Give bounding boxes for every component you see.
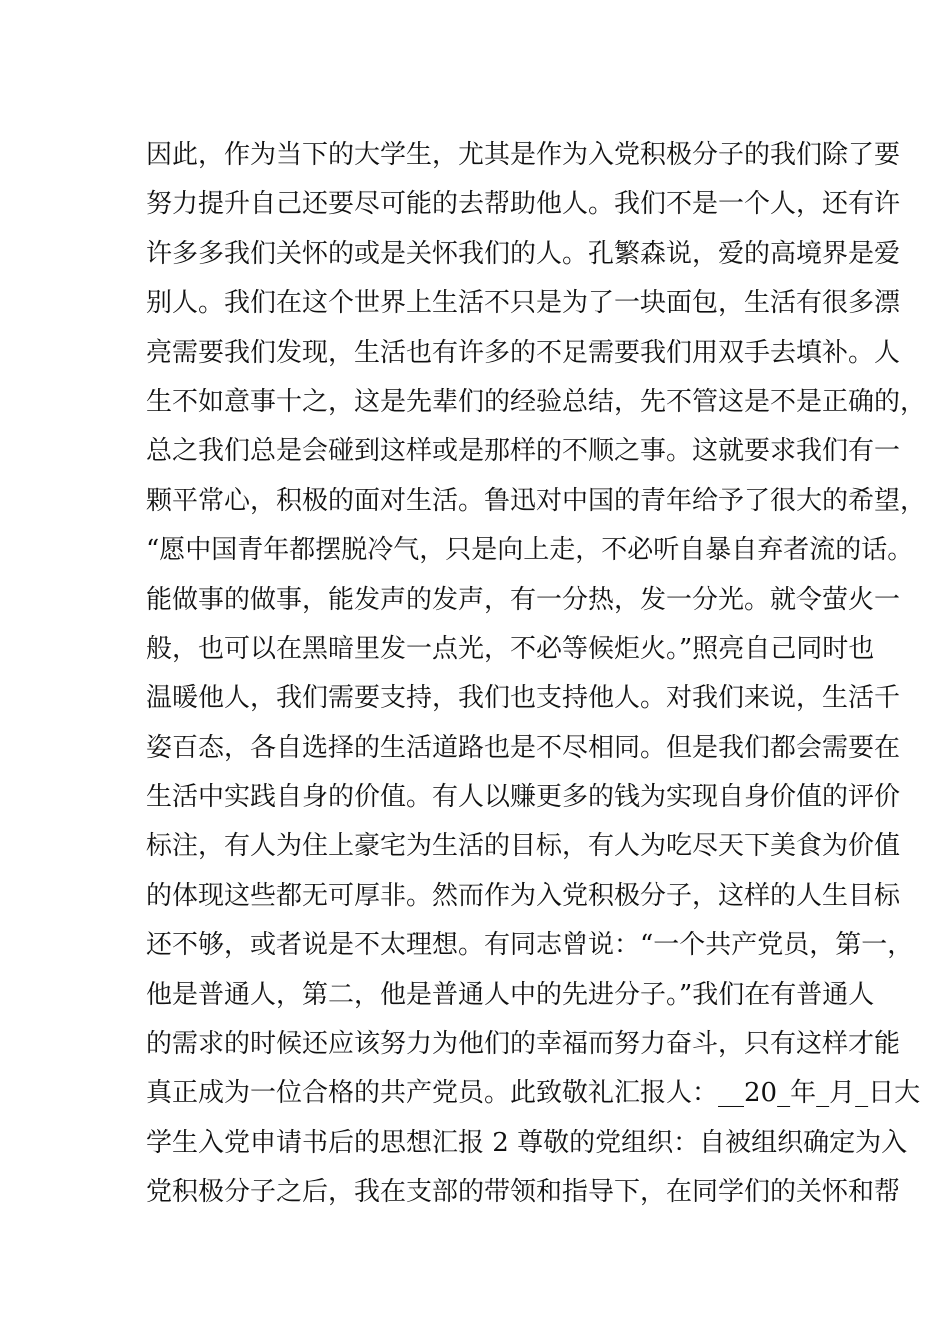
text-line: 温暖他人，我们需要支持，我们也支持他人。对我们来说，生活千 <box>146 683 901 714</box>
text-line: 生活中实践自身的价值。有人以赚更多的钱为实现自身价值的评价 <box>146 782 901 813</box>
text-line: 生不如意事十之，这是先辈们的经验总结，先不管这是不是正确的， <box>146 386 927 417</box>
text-line: 还不够，或者说是不太理想。有同志曾说：“一个共产党员，第一， <box>146 930 914 961</box>
text-line: 能做事的做事，能发声的发声，有一分热，发一分光。就令萤火一 <box>146 584 901 615</box>
text-line: 总之我们总是会碰到这样或是那样的不顺之事。这就要求我们有一 <box>146 436 901 467</box>
text-line: 亮需要我们发现，生活也有许多的不足需要我们用双手去填补。人 <box>146 337 901 368</box>
text-line: 学生入党申请书后的思想汇报 2 尊敬的党组织：自被组织确定为入 <box>146 1127 908 1158</box>
text-line: 般，也可以在黑暗里发一点光，不必等候炬火。”照亮自己同时也 <box>146 633 875 664</box>
text-line: 标注，有人为住上豪宅为生活的目标，有人为吃尽天下美食为价值 <box>146 831 901 862</box>
text-line: 因此，作为当下的大学生，尤其是作为入党积极分子的我们除了要 <box>146 140 901 170</box>
text-line: 真正成为一位合格的共产党员。此致敬礼汇报人：__20_年_月_日大 <box>146 1078 921 1109</box>
text-line: 的需求的时候还应该努力为他们的幸福而努力奋斗，只有这样才能 <box>146 1029 901 1060</box>
text-line: 别人。我们在这个世界上生活不只是为了一块面包，生活有很多漂 <box>146 288 901 319</box>
body-text <box>146 131 927 1218</box>
text-line: “愿中国青年都摆脱冷气，只是向上走，不必听自暴自弃者流的话。 <box>146 535 914 566</box>
text-line: 的体现这些都无可厚非。然而作为入党积极分子，这样的人生目标 <box>146 880 901 911</box>
text-line: 姿百态，各自选择的生活道路也是不尽相同。但是我们都会需要在 <box>146 732 901 763</box>
text-line: 许多多我们关怀的或是关怀我们的人。孔繁森说，爱的高境界是爱 <box>146 238 901 269</box>
text-line: 努力提升自己还要尽可能的去帮助他人。我们不是一个人，还有许 <box>146 189 901 220</box>
text-line: 他是普通人，第二，他是普通人中的先进分子。”我们在有普通人 <box>146 979 875 1010</box>
text-line: 党积极分子之后，我在支部的带领和指导下，在同学们的关怀和帮 <box>146 1177 901 1208</box>
text-line: 颗平常心，积极的面对生活。鲁迅对中国的青年给予了很大的希望， <box>146 485 927 516</box>
